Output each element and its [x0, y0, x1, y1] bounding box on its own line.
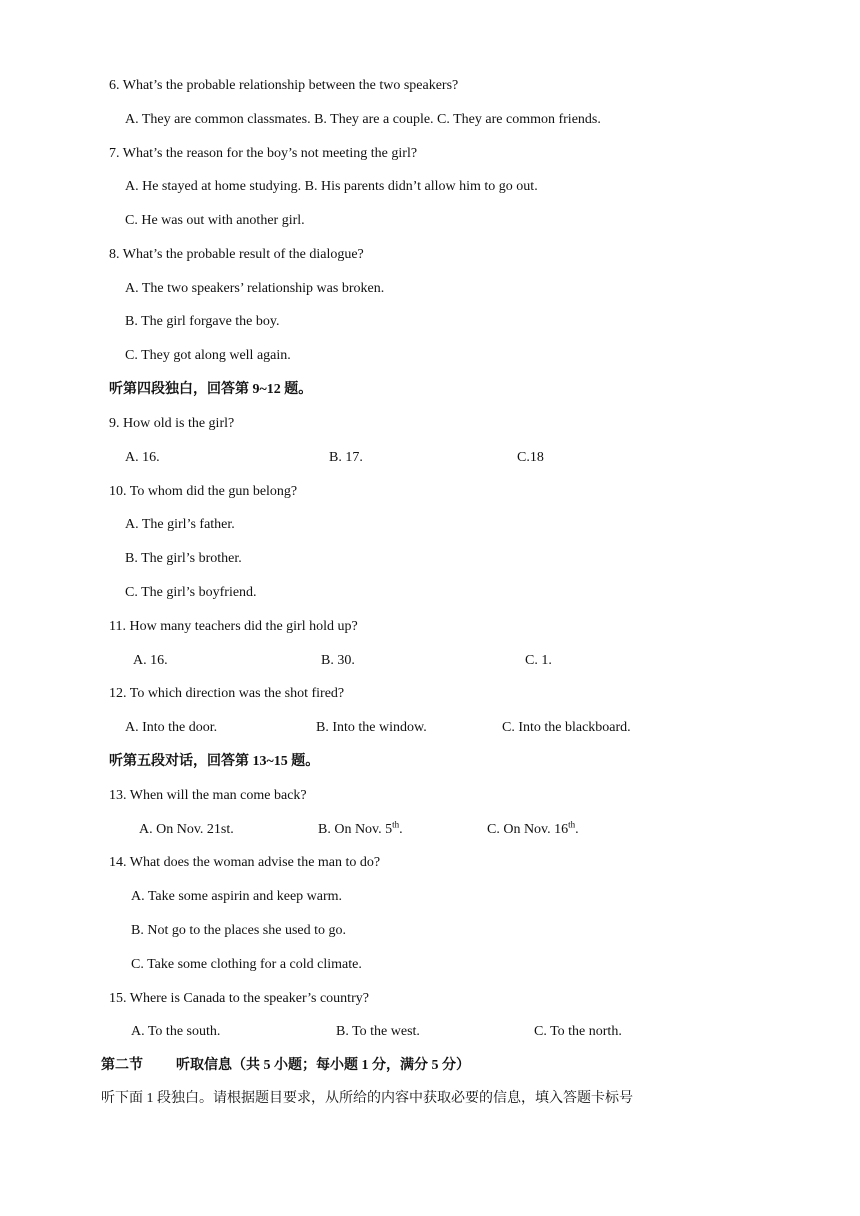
question-11-option-a: A. 16.	[133, 653, 168, 668]
question-12-stem: 12. To which direction was the shot fired?	[109, 686, 345, 701]
question-7-stem: 7. What’s the reason for the boy’s not meeting the girl?	[109, 146, 418, 161]
question-14-option-c: C. Take some clothing for a cold climate.	[131, 957, 362, 972]
question-15-stem: 15. Where is Canada to the speaker’s country?	[109, 991, 369, 1006]
question-8-option-c: C. They got along well again.	[125, 348, 291, 363]
question-9-option-a: A. 16.	[125, 450, 160, 465]
question-8-option-a: A. The two speakers’ relationship was broken.	[125, 281, 385, 296]
question-13-stem: 13. When will the man come back?	[109, 788, 307, 803]
question-13-option-a: A. On Nov. 21st.	[139, 822, 234, 837]
question-14-stem: 14. What does the woman advise the man to do?	[109, 855, 381, 870]
section-2-title: 听取信息（共 5 小题；每小题 1 分，满分 5 分）	[176, 1058, 470, 1073]
section-2-label: 第二节	[101, 1058, 143, 1073]
question-12-option-a: A. Into the door.	[125, 720, 218, 735]
question-6-options: A. They are common classmates. B. They are a couple. C. They are common friends.	[125, 112, 601, 127]
question-15-option-b: B. To the west.	[336, 1024, 420, 1039]
question-11-option-c: C. 1.	[525, 653, 552, 668]
question-11-option-b: B. 30.	[321, 653, 355, 668]
question-14-option-b: B. Not go to the places she used to go.	[131, 923, 347, 938]
question-10-stem: 10. To whom did the gun belong?	[109, 484, 298, 499]
question-8-option-b: B. The girl forgave the boy.	[125, 314, 280, 329]
question-6-stem: 6. What’s the probable relationship between the two speakers?	[109, 78, 459, 93]
question-12-option-b: B. Into the window.	[316, 720, 427, 735]
question-12-option-c: C. Into the blackboard.	[502, 720, 631, 735]
question-9-option-b: B. 17.	[329, 450, 363, 465]
question-11-stem: 11. How many teachers did the girl hold up?	[109, 619, 358, 634]
question-13-option-b: B. On Nov. 5th.	[318, 819, 403, 837]
question-8-stem: 8. What’s the probable result of the dialogue?	[109, 247, 364, 262]
question-15-option-c: C. To the north.	[534, 1024, 622, 1039]
question-9-option-c: C.18	[517, 450, 544, 465]
question-14-option-a: A. Take some aspirin and keep warm.	[131, 889, 343, 904]
question-10-option-b: B. The girl’s brother.	[125, 551, 242, 566]
question-7-option-c: C. He was out with another girl.	[125, 213, 305, 228]
section-4-heading: 听第四段独白，回答第 9~12 题。	[109, 382, 313, 397]
question-10-option-c: C. The girl’s boyfriend.	[125, 585, 257, 600]
question-10-option-a: A. The girl’s father.	[125, 517, 235, 532]
question-9-stem: 9. How old is the girl?	[109, 416, 235, 431]
question-7-options-ab: A. He stayed at home studying. B. His parents didn’t allow him to go out.	[125, 179, 538, 194]
question-13-option-c: C. On Nov. 16th.	[487, 819, 579, 837]
section-5-heading: 听第五段对话，回答第 13~15 题。	[109, 754, 320, 769]
question-15-option-a: A. To the south.	[131, 1024, 221, 1039]
section-2-instruction: 听下面 1 段独白。请根据题目要求，从所给的内容中获取必要的信息，填入答题卡标号	[101, 1091, 633, 1106]
